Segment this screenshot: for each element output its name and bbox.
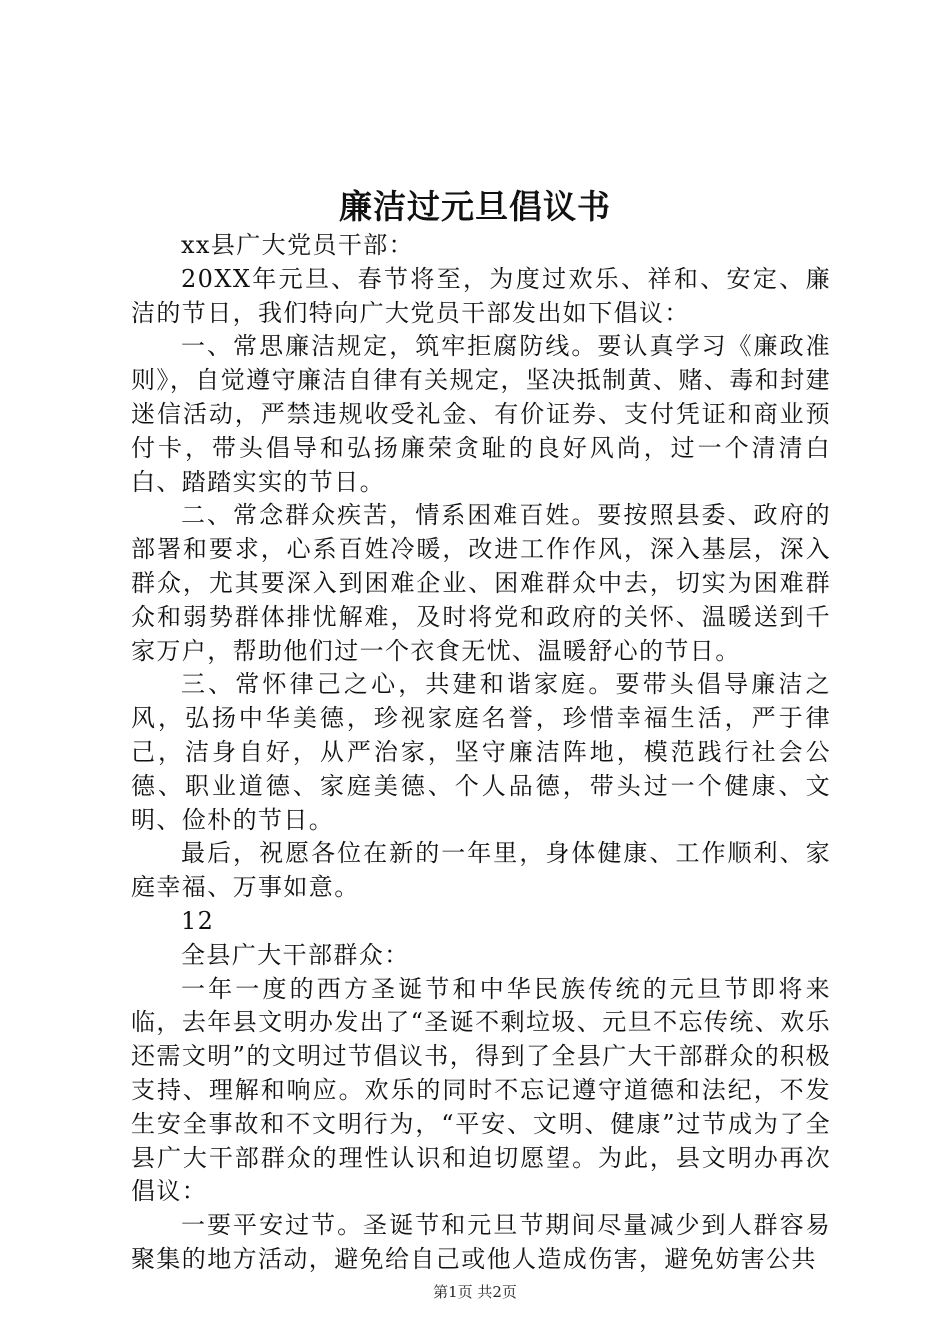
document-body	[131, 229, 831, 1277]
civilization-office-paragraph: 一年一度的西方圣诞节和中华民族传统的元旦节即将来临，去年县文明办发出了“圣诞不剩垃圾、元旦不忘传统、欢乐还需文明”的文明过节倡议书，得到了全县广大干部群众的积极支持、理解和响应。欢乐的同时不忘记遵守道德和法纪，不发生安全事故和不文明行为，“平安、文明、健康”过节成为了全县广大干部群众的理性认识和迫切愿望。为此，县文明办再次倡议：	[131, 974, 831, 1206]
document-title: 廉洁过元旦倡议书	[339, 187, 611, 226]
proposal-2-paragraph: 二、常念群众疾苦，情系困难百姓。要按照县委、政府的部署和要求，心系百姓冷暖，改进工作作风，深入基层，深入群众，尤其要深入到困难企业、困难群众中去，切实为困难群众和弱势群体排忧解难，及时将党和政府的关怀、温暖送到千家万户，帮助他们过一个衣食无忧、温暖舒心的节日。	[131, 501, 831, 665]
section-number: 12	[181, 906, 215, 935]
intro-paragraph: 20XX年元旦、春节将至，为度过欢乐、祥和、安定、廉洁的节日，我们特向广大党员干部发出如下倡议：	[131, 264, 831, 327]
safe-holiday-paragraph: 一要平安过节。圣诞节和元旦节期间尽量减少到人群容易聚集的地方活动，避免给自己或他人造成伤害，避免妨害公共	[131, 1211, 831, 1273]
proposal-3-paragraph: 三、常怀律己之心，共建和谐家庭。要带头倡导廉洁之风，弘扬中华美德，珍视家庭名誉，珍惜幸福生活，严于律己，洁身自好，从严治家，坚守廉洁阵地，模范践行社会公德、职业道德、家庭美德、个人品德，带头过一个健康、文明、俭朴的节日。	[131, 670, 831, 834]
closing-wishes-paragraph: 最后，祝愿各位在新的一年里，身体健康、工作顺利、家庭幸福、万事如意。	[131, 839, 831, 902]
page-footer: 第1页 共2页	[433, 1283, 517, 1301]
salutation-county-public: 全县广大干部群众：	[181, 940, 410, 969]
proposal-1-paragraph: 一、常思廉洁规定，筑牢拒腐防线。要认真学习《廉政准则》，自觉遵守廉洁自律有关规定，坚决抵制黄、赌、毒和封建迷信活动，严禁违规收受礼金、有价证券、支付凭证和商业预付卡，带头倡导和弘扬廉荣贪耻的良好风尚，过一个清清白白、踏踏实实的节日。	[131, 332, 831, 496]
salutation-party-members: xx县广大党员干部：	[181, 231, 415, 259]
